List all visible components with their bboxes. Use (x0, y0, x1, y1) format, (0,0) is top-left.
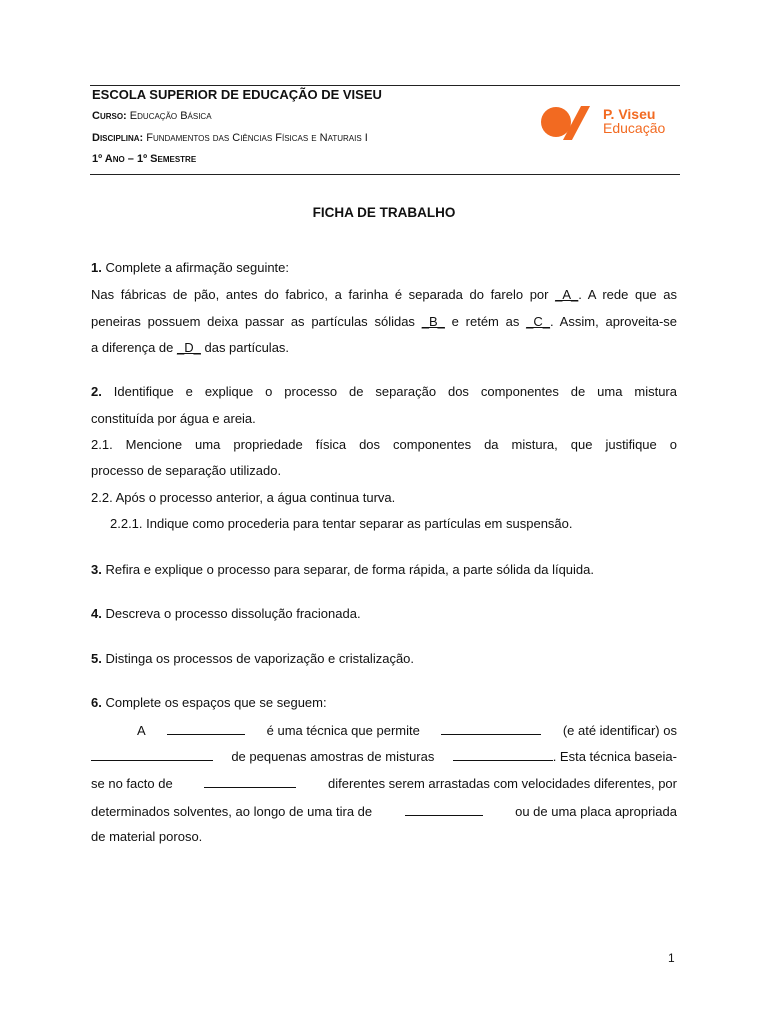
q6-l1-b: é uma técnica que permite (266, 723, 420, 738)
blank-c: _C_ (526, 314, 551, 329)
disciplina-label: Disciplina: (92, 132, 144, 144)
q1-l3-text: a diferença de (91, 340, 178, 355)
q3-line (91, 562, 677, 578)
ano-semestre-line (92, 153, 196, 165)
q6-line2 (91, 748, 677, 765)
pviseu-logo (541, 106, 681, 140)
q4-text: Descreva o processo dissolução fracionada. (105, 606, 361, 621)
q4-number: 4. (91, 606, 102, 621)
q6-prompt (91, 695, 677, 711)
q6-l1-c: (e até identificar) os (562, 723, 677, 738)
q6-blank-6 (405, 803, 483, 816)
q6-blank-2 (441, 722, 541, 735)
q2-line1 (91, 384, 677, 400)
q4-line (91, 606, 677, 622)
q1-l2-text: peneiras possuem deixa passar as partículas sólidas (91, 314, 422, 329)
q1-l1-text: Nas fábricas de pão, antes do fabrico, a farinha é separada do farelo por (91, 287, 556, 302)
q1-prompt-text: Complete a afirmação seguinte: (105, 260, 290, 275)
header-top-rule (90, 85, 680, 86)
q6-prompt-text: Complete os espaços que se seguem: (105, 695, 327, 710)
q6-line5: de material poroso. (91, 829, 203, 844)
q6-l1-a: A (137, 723, 146, 738)
q1-line1 (91, 287, 677, 303)
q6-blank-1 (167, 722, 245, 735)
q2-l1-text: Identifique e explique o processo de separação dos componentes de uma mistura (113, 384, 677, 399)
curso-line (92, 110, 212, 122)
q2-line2: constituída por água e areia. (91, 411, 256, 426)
q5-line (91, 651, 677, 667)
q6-blank-3 (91, 748, 213, 761)
logo-text (603, 107, 665, 135)
q6-l2-end (453, 748, 677, 765)
curso-label: Curso: (92, 110, 127, 122)
logo-line2: Educação (603, 120, 666, 136)
q1-number: 1. (91, 260, 102, 275)
header-bottom-rule (90, 174, 680, 175)
q2-number: 2. (91, 384, 102, 399)
q2-2-line: 2.2. Após o processo anterior, a água continua turva. (91, 490, 396, 505)
school-name: ESCOLA SUPERIOR DE EDUCAÇÃO DE VISEU (92, 87, 382, 102)
q3-text: Refira e explique o processo para separar, de forma rápida, a parte sólida da líquida. (105, 562, 594, 577)
q2-2-1-line: 2.2.1. Indique como procederia para tentar separar as partículas em suspensão. (110, 516, 573, 531)
disciplina-line (92, 132, 368, 144)
q1-prompt (91, 260, 677, 276)
ano-semestre: 1º Ano – 1º Semestre (92, 153, 197, 165)
q1-line2 (91, 314, 677, 330)
q1-line3 (91, 340, 677, 356)
q6-l3-b: diferentes serem arrastadas com velocidades diferentes, por (327, 776, 677, 791)
page-number: 1 (668, 951, 675, 965)
q1-l1-tail: . A rede que as (578, 287, 678, 302)
q2-1-line1: 2.1. Mencione uma propriedade física dos componentes da mistura, que justifique o (91, 437, 677, 452)
q6-line4 (91, 803, 677, 820)
q6-blank-4 (453, 748, 553, 761)
q6-l4-a: determinados solventes, ao longo de uma tira de (91, 804, 373, 819)
blank-a: _A_ (555, 287, 579, 302)
blank-d: _D_ (177, 340, 201, 355)
q1-l3-tail: das partículas. (200, 340, 290, 355)
q6-number: 6. (91, 695, 102, 710)
q6-l3-a: se no facto de (91, 776, 173, 791)
q6-blank-5 (204, 775, 296, 788)
q6-l2-b: de pequenas amostras de misturas (231, 749, 435, 764)
q5-number: 5. (91, 651, 102, 666)
blank-b: _B_ (421, 314, 445, 329)
worksheet-title: FICHA DE TRABALHO (312, 205, 456, 220)
q1-l2-mid: e retém as (444, 314, 527, 329)
q2-1-line2: processo de separação utilizado. (91, 463, 282, 478)
q3-number: 3. (91, 562, 102, 577)
logo-line1: P. Viseu (603, 106, 656, 122)
q1-l2-tail: . Assim, aproveita-se (550, 314, 678, 329)
curso-value: Educação Básica (129, 110, 212, 122)
q6-line1 (137, 722, 677, 739)
disciplina-value: Fundamentos das Ciências Físicas e Naturais I (146, 132, 368, 144)
q6-l4-b: ou de uma placa apropriada (515, 804, 677, 819)
q6-line3 (91, 775, 677, 792)
q5-text: Distinga os processos de vaporização e cristalização. (105, 651, 415, 666)
q6-l2-c: . Esta técnica baseia- (552, 749, 677, 764)
